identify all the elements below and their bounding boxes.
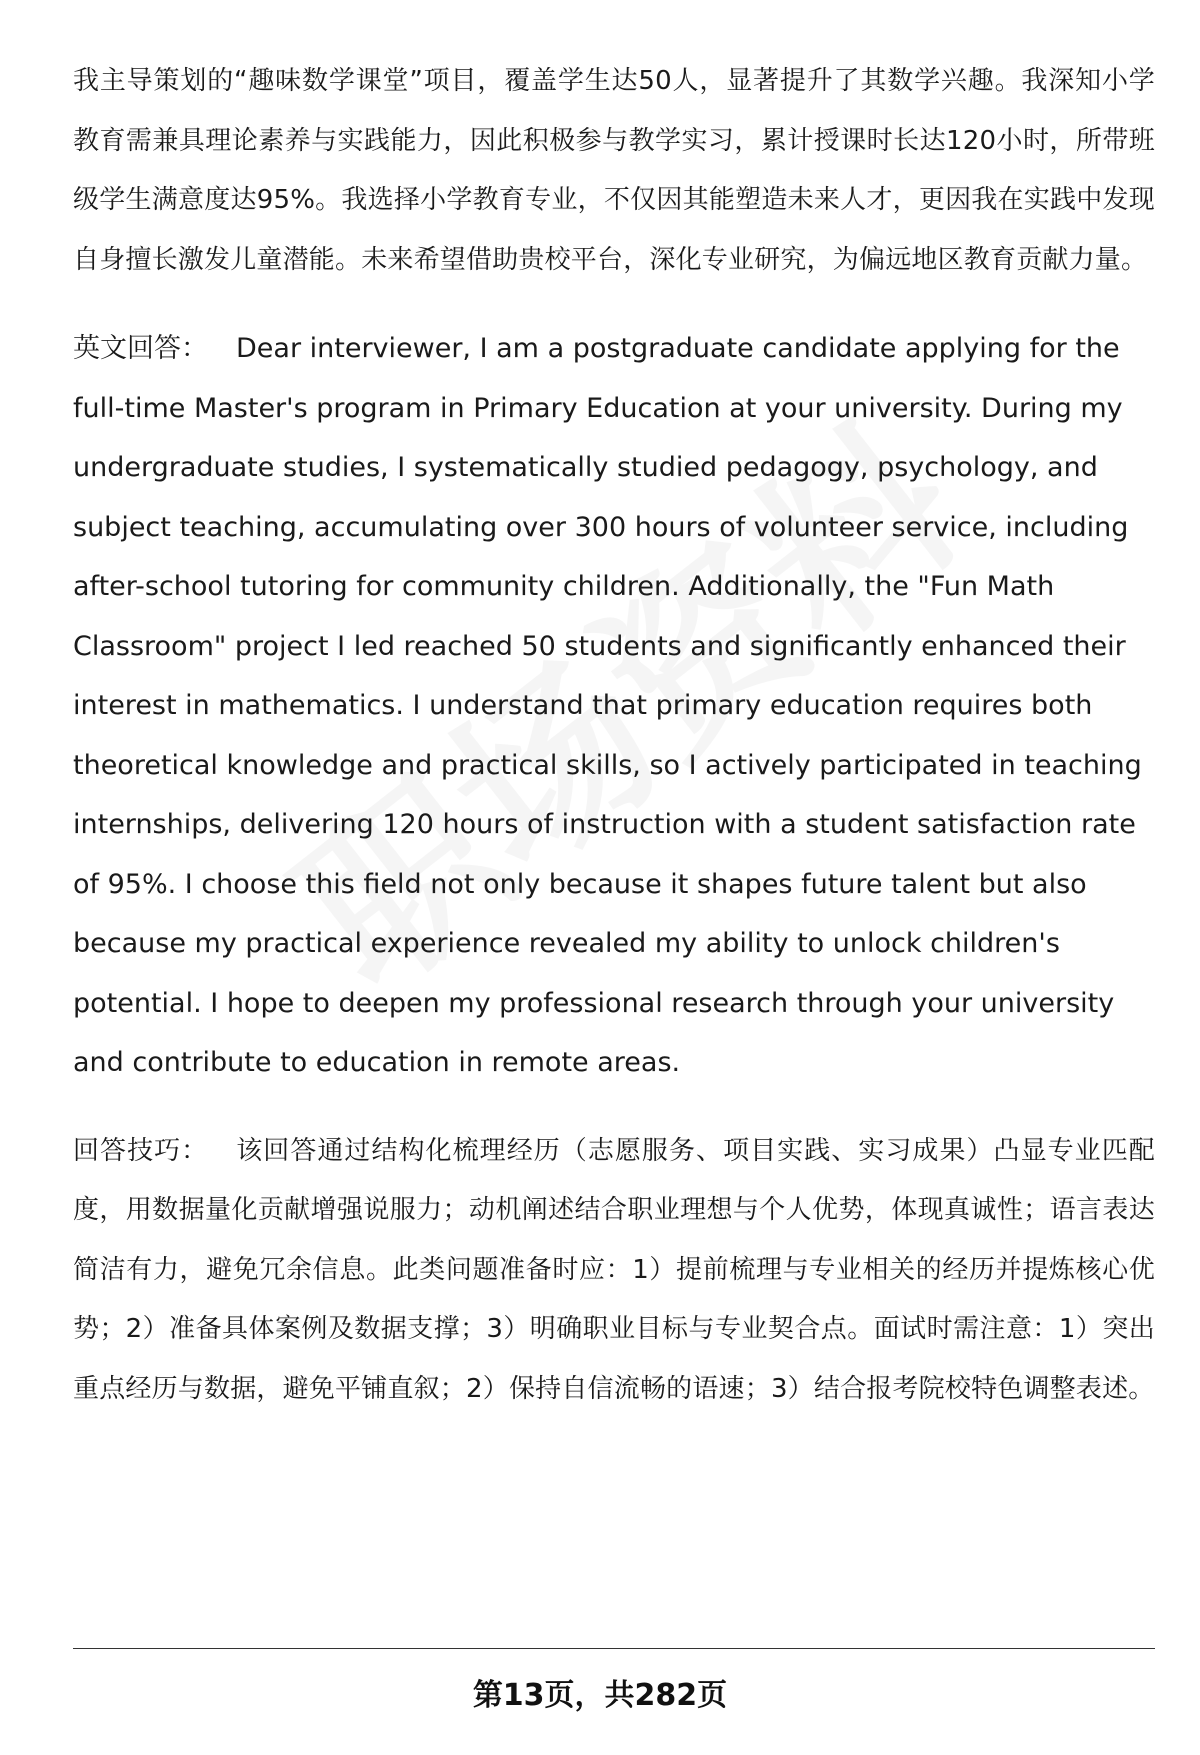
paragraph-answer-tips <box>73 1122 1155 1420</box>
document-body <box>73 52 1155 1448</box>
answer-tips-label: 回答技巧： <box>73 1135 209 1166</box>
paragraph-text: Dear interviewer, I am a postgraduate candidate applying for the full-time Master's program in Primary Education at your university. During my undergraduate studies, I systematically studied pedagogy, psychology, and subject teaching, accumulating over 300 hours of volunteer service, including after-school tutoring for community children. Additionally, the "Fun Math Classroom" project I led reached 50 students and significantly enhanced their interest in mathematics. I understand that primary education requires both theoretical knowledge and practical skills, so I actively participated in teaching internships, delivering 120 hours of instruction with a student satisfaction rate of 95%. I choose this field not only because it shapes future talent but also because my practical experience revealed my ability to unlock children's potential. I hope to deepen my professional research through your university and contribute to education in remote areas. <box>73 333 1142 1078</box>
paragraph-text: 我主导策划的“趣味数学课堂”项目，覆盖学生达50人，显著提升了其数学兴趣。我深知小学教育需兼具理论素养与实践能力，因此积极参与教学实习，累计授课时长达120小时，所带班级学生满意度达95%。我选择小学教育专业，不仅因其能塑造未来人才，更因我在实践中发现自身擅长激发儿童潜能。未来希望借助贵校平台，深化专业研究，为偏远地区教育贡献力量。 <box>73 66 1155 275</box>
paragraph-english-answer <box>73 319 1155 1093</box>
page-number: 第13页，共282页 <box>472 1678 728 1713</box>
english-answer-label: 英文回答： <box>73 333 208 364</box>
paragraph-chinese-answer <box>73 52 1155 290</box>
paragraph-text: 该回答通过结构化梳理经历（志愿服务、项目实践、实习成果）凸显专业匹配度，用数据量化贡献增强说服力；动机阐述结合职业理想与个人优势，体现真诚性；语言表达简洁有力，避免冗余信息。此类问题准备时应：1）提前梳理与专业相关的经历并提炼核心优势；2）准备具体案例及数据支撑；3）明确职业目标与专业契合点。面试时需注意：1）突出重点经历与数据，避免平铺直叙；2）保持自信流畅的语速；3）结合报考院校特色调整表述。 <box>73 1135 1155 1404</box>
footer-divider <box>73 1648 1155 1649</box>
